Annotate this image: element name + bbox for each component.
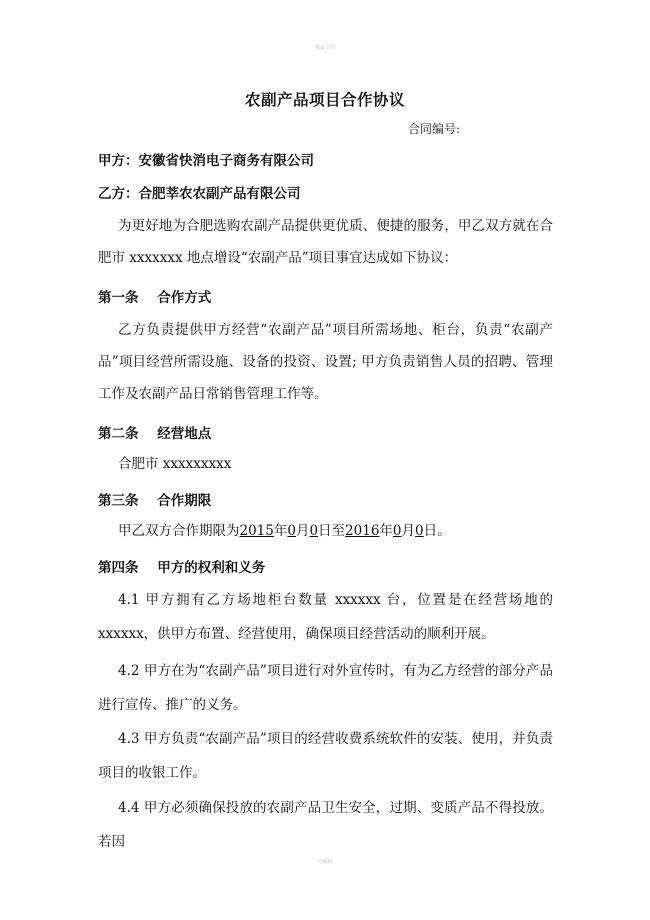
article4-item: 4.2 甲方在为“农副产品”项目进行对外宣传时，有为乙方经营的部分产品进行宣传、推广的义务。 bbox=[98, 663, 553, 713]
party-a: 甲方：安徽省快消电子商务有限公司 bbox=[98, 153, 314, 169]
start-year: 2015 bbox=[239, 523, 274, 539]
document-title: 农副产品项目合作协议 bbox=[244, 90, 405, 109]
end-year: 2016 bbox=[345, 523, 380, 539]
article3-body: 甲乙双方合作期限为2015年0月0日至2016年0月0日。 bbox=[118, 523, 451, 539]
article1-heading: 第一条 合作方式 bbox=[98, 290, 212, 306]
start-day: 0 bbox=[309, 523, 319, 539]
article1-body: 乙方负责提供甲方经营“农副产品”项目所需场地、柜台，负责“农副产品”项目经营所需设施、设备的投资、设置; 甲方负责销售人员的招聘、管理工作及农副产品日常销售管理工作等。 bbox=[98, 322, 553, 402]
article4-heading: 第四条 甲方的权利和义务 bbox=[98, 560, 266, 576]
article4-item: 4.1 甲方拥有乙方场地柜台数量 xxxxxx 台，位置是在经营场地的 xxxxxx，供甲方布置、经营使用，确保项目经营活动的顺利开展。 bbox=[98, 592, 553, 642]
article4-item: 4.4 甲方必须确保投放的农副产品卫生安全，过期、变质产品不得投放。若因 bbox=[98, 800, 553, 850]
article2-body: 合肥市 xxxxxxxxx bbox=[118, 456, 232, 472]
footer-watermark: 可编辑 bbox=[317, 859, 333, 865]
article3-heading: 第三条 合作期限 bbox=[98, 493, 212, 509]
article2-heading: 第二条 经营地点 bbox=[98, 426, 212, 442]
contract-number-label: 合同编号: bbox=[408, 122, 461, 136]
end-month: 0 bbox=[392, 523, 402, 539]
party-b: 乙方：合肥莘农农副产品有限公司 bbox=[98, 186, 301, 202]
header-watermark: 精品文档 bbox=[314, 45, 335, 51]
end-day: 0 bbox=[415, 523, 424, 539]
start-month: 0 bbox=[287, 523, 296, 539]
intro-paragraph: 为更好地为合肥选购农副产品提供更优质、便捷的服务，甲乙双方就在合肥市 xxxxxxx 地点增设“农副产品”项目事宜达成如下协议： bbox=[98, 218, 553, 266]
term-prefix: 甲乙双方合作期限为 bbox=[118, 523, 240, 539]
article4-item: 4.3 甲方负责“农副产品”项目的经营收费系统软件的安装、使用，并负责项目的收银工作。 bbox=[98, 731, 553, 781]
